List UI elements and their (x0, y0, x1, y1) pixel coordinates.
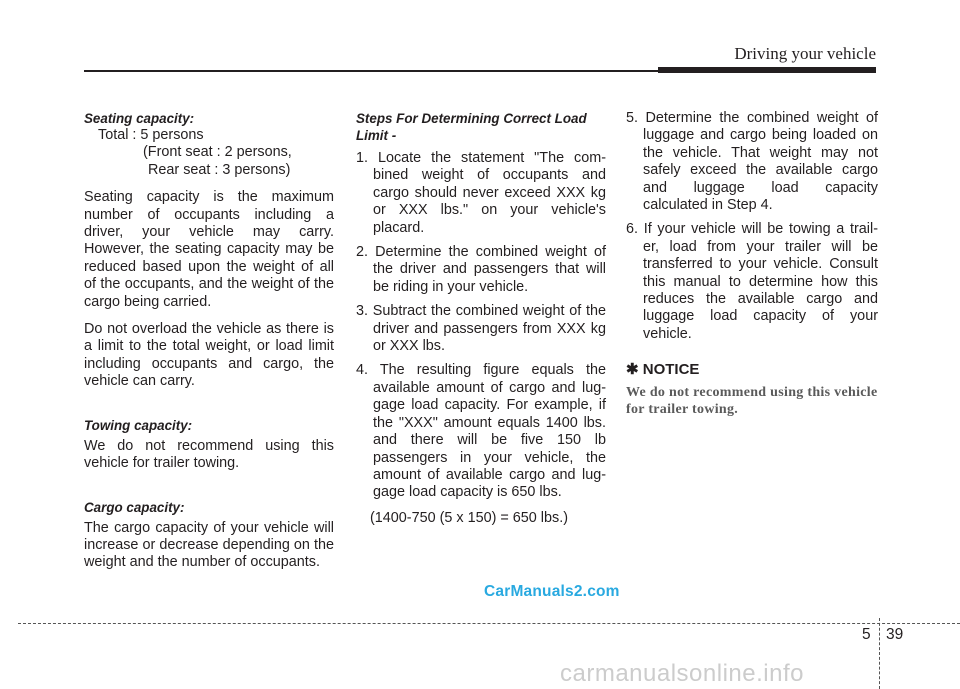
column-right (626, 110, 878, 418)
bottom-watermark: carmanualsonline.info (560, 660, 804, 687)
seating-total: Total : 5 persons (98, 127, 204, 143)
chapter-number: 5 (862, 626, 871, 643)
load-formula: (1400-750 (5 x 150) = 650 lbs.) (370, 509, 568, 526)
header-rule (84, 70, 658, 72)
notice-label: NOTICE (642, 361, 700, 379)
towing-paragraph: We do not recommend using this vehicle for trailer towing. (84, 437, 334, 472)
seating-paragraph-1: Seating capacity is the maximum number of occupants including a driver, your vehicle may carry. However, the seating capacity may be reduced based upon the weight of all of the occupants, and the weight of the cargo being carried. (84, 189, 334, 310)
step-item: 1. Locate the statement "The com- bined weight of occupants and cargo should never exceed XXX kg or XXX lbs." on your vehicle's placard. (356, 150, 606, 236)
seating-paragraph-2: Do not overload the vehicle as there is a limit to the total weight, or load limit including occupants and cargo, the vehicle can carry. (84, 321, 334, 390)
seating-capacity-heading: Seating capacity: (84, 111, 195, 126)
seating-front: (Front seat : 2 persons, (143, 144, 292, 161)
step-item: 3. Subtract the combined weight of the driver and passengers from XXX kg or XXX lbs. (356, 303, 606, 355)
steps-heading: Steps For Determining Correct Load Limit - (356, 111, 587, 143)
header-bar (658, 67, 876, 73)
footer-vertical-rule (879, 618, 880, 689)
running-header: Driving your vehicle (734, 44, 876, 63)
notice-star-icon: ✱ (626, 361, 639, 379)
site-watermark: CarManuals2.com (484, 583, 620, 600)
footer-dashed-rule (18, 623, 960, 624)
column-middle (356, 110, 606, 527)
page-number: 39 (886, 626, 904, 643)
step-item: 4. The resulting figure equals the available amount of cargo and lug- gage load capacity. For example, if the "XXX" amount equals 1400 lbs. and there will be five 150 lb passengers in your vehicle, the amount of available cargo and lug- gage load capacity is 650 lbs. (356, 362, 606, 501)
cargo-paragraph: The cargo capacity of your vehicle will increase or decrease depending on the weight and the number of occupants. (84, 519, 334, 571)
towing-capacity-heading: Towing capacity: (84, 417, 193, 433)
notice-heading (626, 361, 878, 378)
seating-rear: Rear seat : 3 persons) (148, 161, 291, 178)
column-left (84, 110, 334, 572)
steps-list-continued (626, 110, 878, 343)
cargo-capacity-heading: Cargo capacity: (84, 499, 185, 515)
step-item: 6. If your vehicle will be towing a trail- er, load from your trailer will be transferred to your vehicle. Consult this manual to determine how this reduces the available cargo and luggage load capacity of your vehicle. (626, 221, 878, 342)
step-item: 2. Determine the combined weight of the driver and passengers that will be riding in your vehicle. (356, 244, 606, 295)
step-item: 5. Determine the combined weight of luggage and cargo being loaded on the vehicle. That weight may not safely exceed the available cargo and luggage load capacity calculated in Step 4. (626, 110, 878, 214)
notice-body: We do not recommend using this vehicle for trailer towing. (626, 384, 878, 417)
steps-list (356, 150, 606, 502)
